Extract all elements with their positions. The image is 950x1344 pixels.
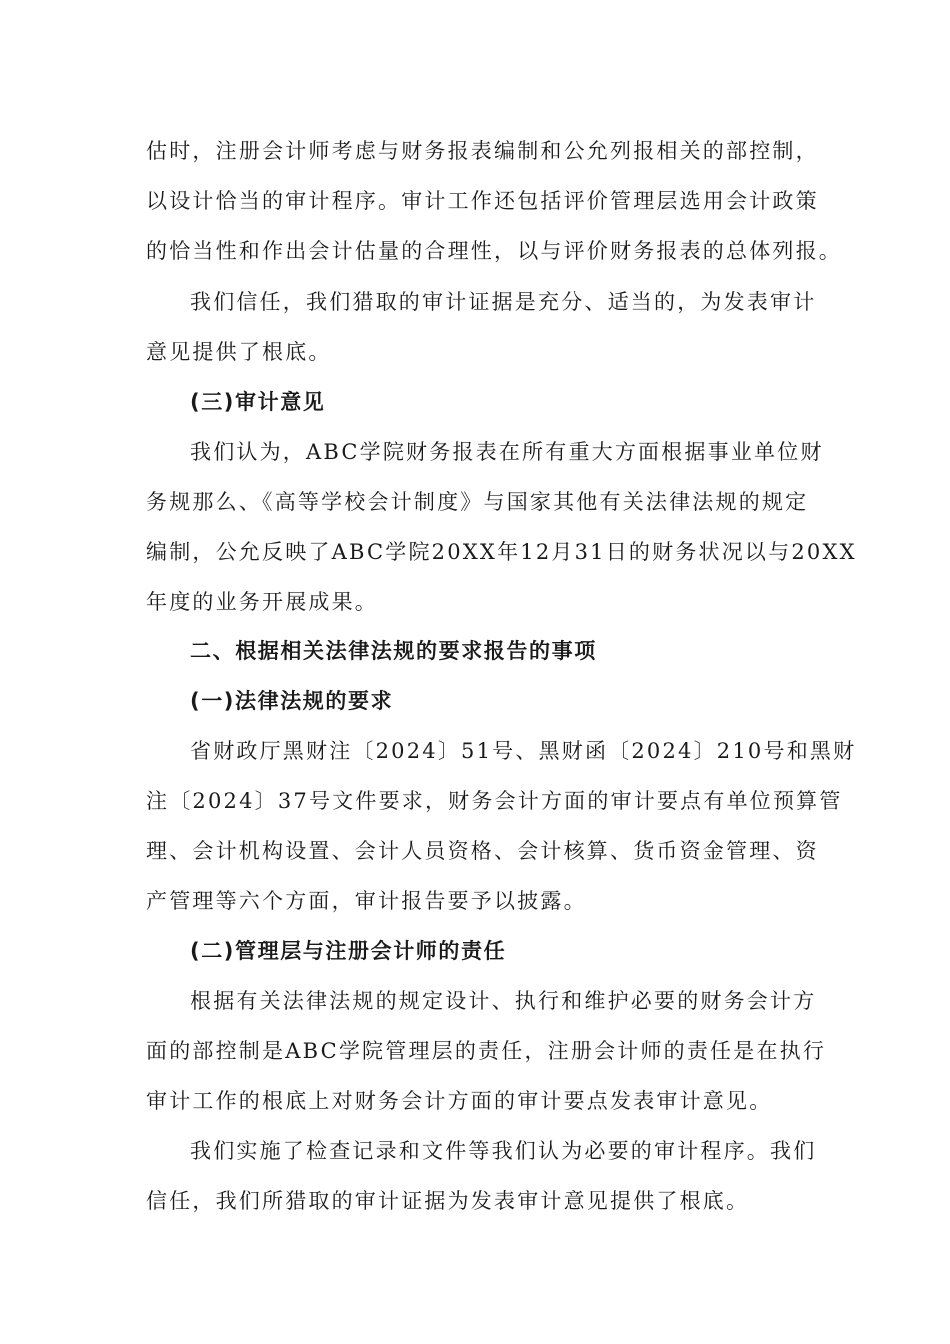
body-text-line: 的恰当性和作出会计估量的合理性，以与评价财务报表的总体列报。 [146,239,842,263]
body-text-line: 估时，注册会计师考虑与财务报表编制和公允列报相关的部控制， [146,139,819,163]
body-text-line: 审计工作的根底上对财务会计方面的审计要点发表审计意见。 [146,1089,773,1113]
paragraph-first-line: 根据有关法律法规的规定设计、执行和维护必要的财务会计方 [190,989,817,1013]
paragraph-first-line: 我们实施了检查记录和文件等我们认为必要的审计程序。我们 [190,1139,817,1163]
body-text-line: 信任，我们所猎取的审计证据为发表审计意见提供了根底。 [146,1189,750,1213]
body-text-line: 意见提供了根底。 [146,340,332,364]
body-text-line: 产管理等六个方面，审计报告要予以披露。 [146,889,587,913]
body-text-line: 注〔2024〕37号文件要求，财务会计方面的审计要点有单位预算管 [146,789,843,813]
section-heading: 二、根据相关法律法规的要求报告的事项 [190,639,597,663]
section-heading: (一)法律法规的要求 [190,689,394,713]
body-text-line: 以设计恰当的审计程序。审计工作还包括评价管理层选用会计政策 [146,189,819,213]
paragraph-first-line: 我们认为，ABC学院财务报表在所有重大方面根据事业单位财 [190,440,824,464]
section-heading: (二)管理层与注册会计师的责任 [190,939,507,963]
body-text-line: 务规那么、《高等学校会计制度》与国家其他有关法律法规的规定 [146,490,809,514]
paragraph-first-line: 我们信任，我们猎取的审计证据是充分、适当的，为发表审计 [190,290,817,314]
body-text-line: 年度的业务开展成果。 [146,590,378,614]
body-text-line: 编制，公允反映了ABC学院20XX年12月31日的财务状况以与20XX [146,540,857,564]
paragraph-first-line: 省财政厅黑财注〔2024〕51号、黑财函〔2024〕210号和黑财 [190,739,857,763]
section-heading: (三)审计意见 [190,390,326,414]
body-text-line: 理、会计机构设置、会计人员资格、会计核算、货币资金管理、资 [146,839,819,863]
body-text-line: 面的部控制是ABC学院管理层的责任，注册会计师的责任是在执行 [146,1039,827,1063]
